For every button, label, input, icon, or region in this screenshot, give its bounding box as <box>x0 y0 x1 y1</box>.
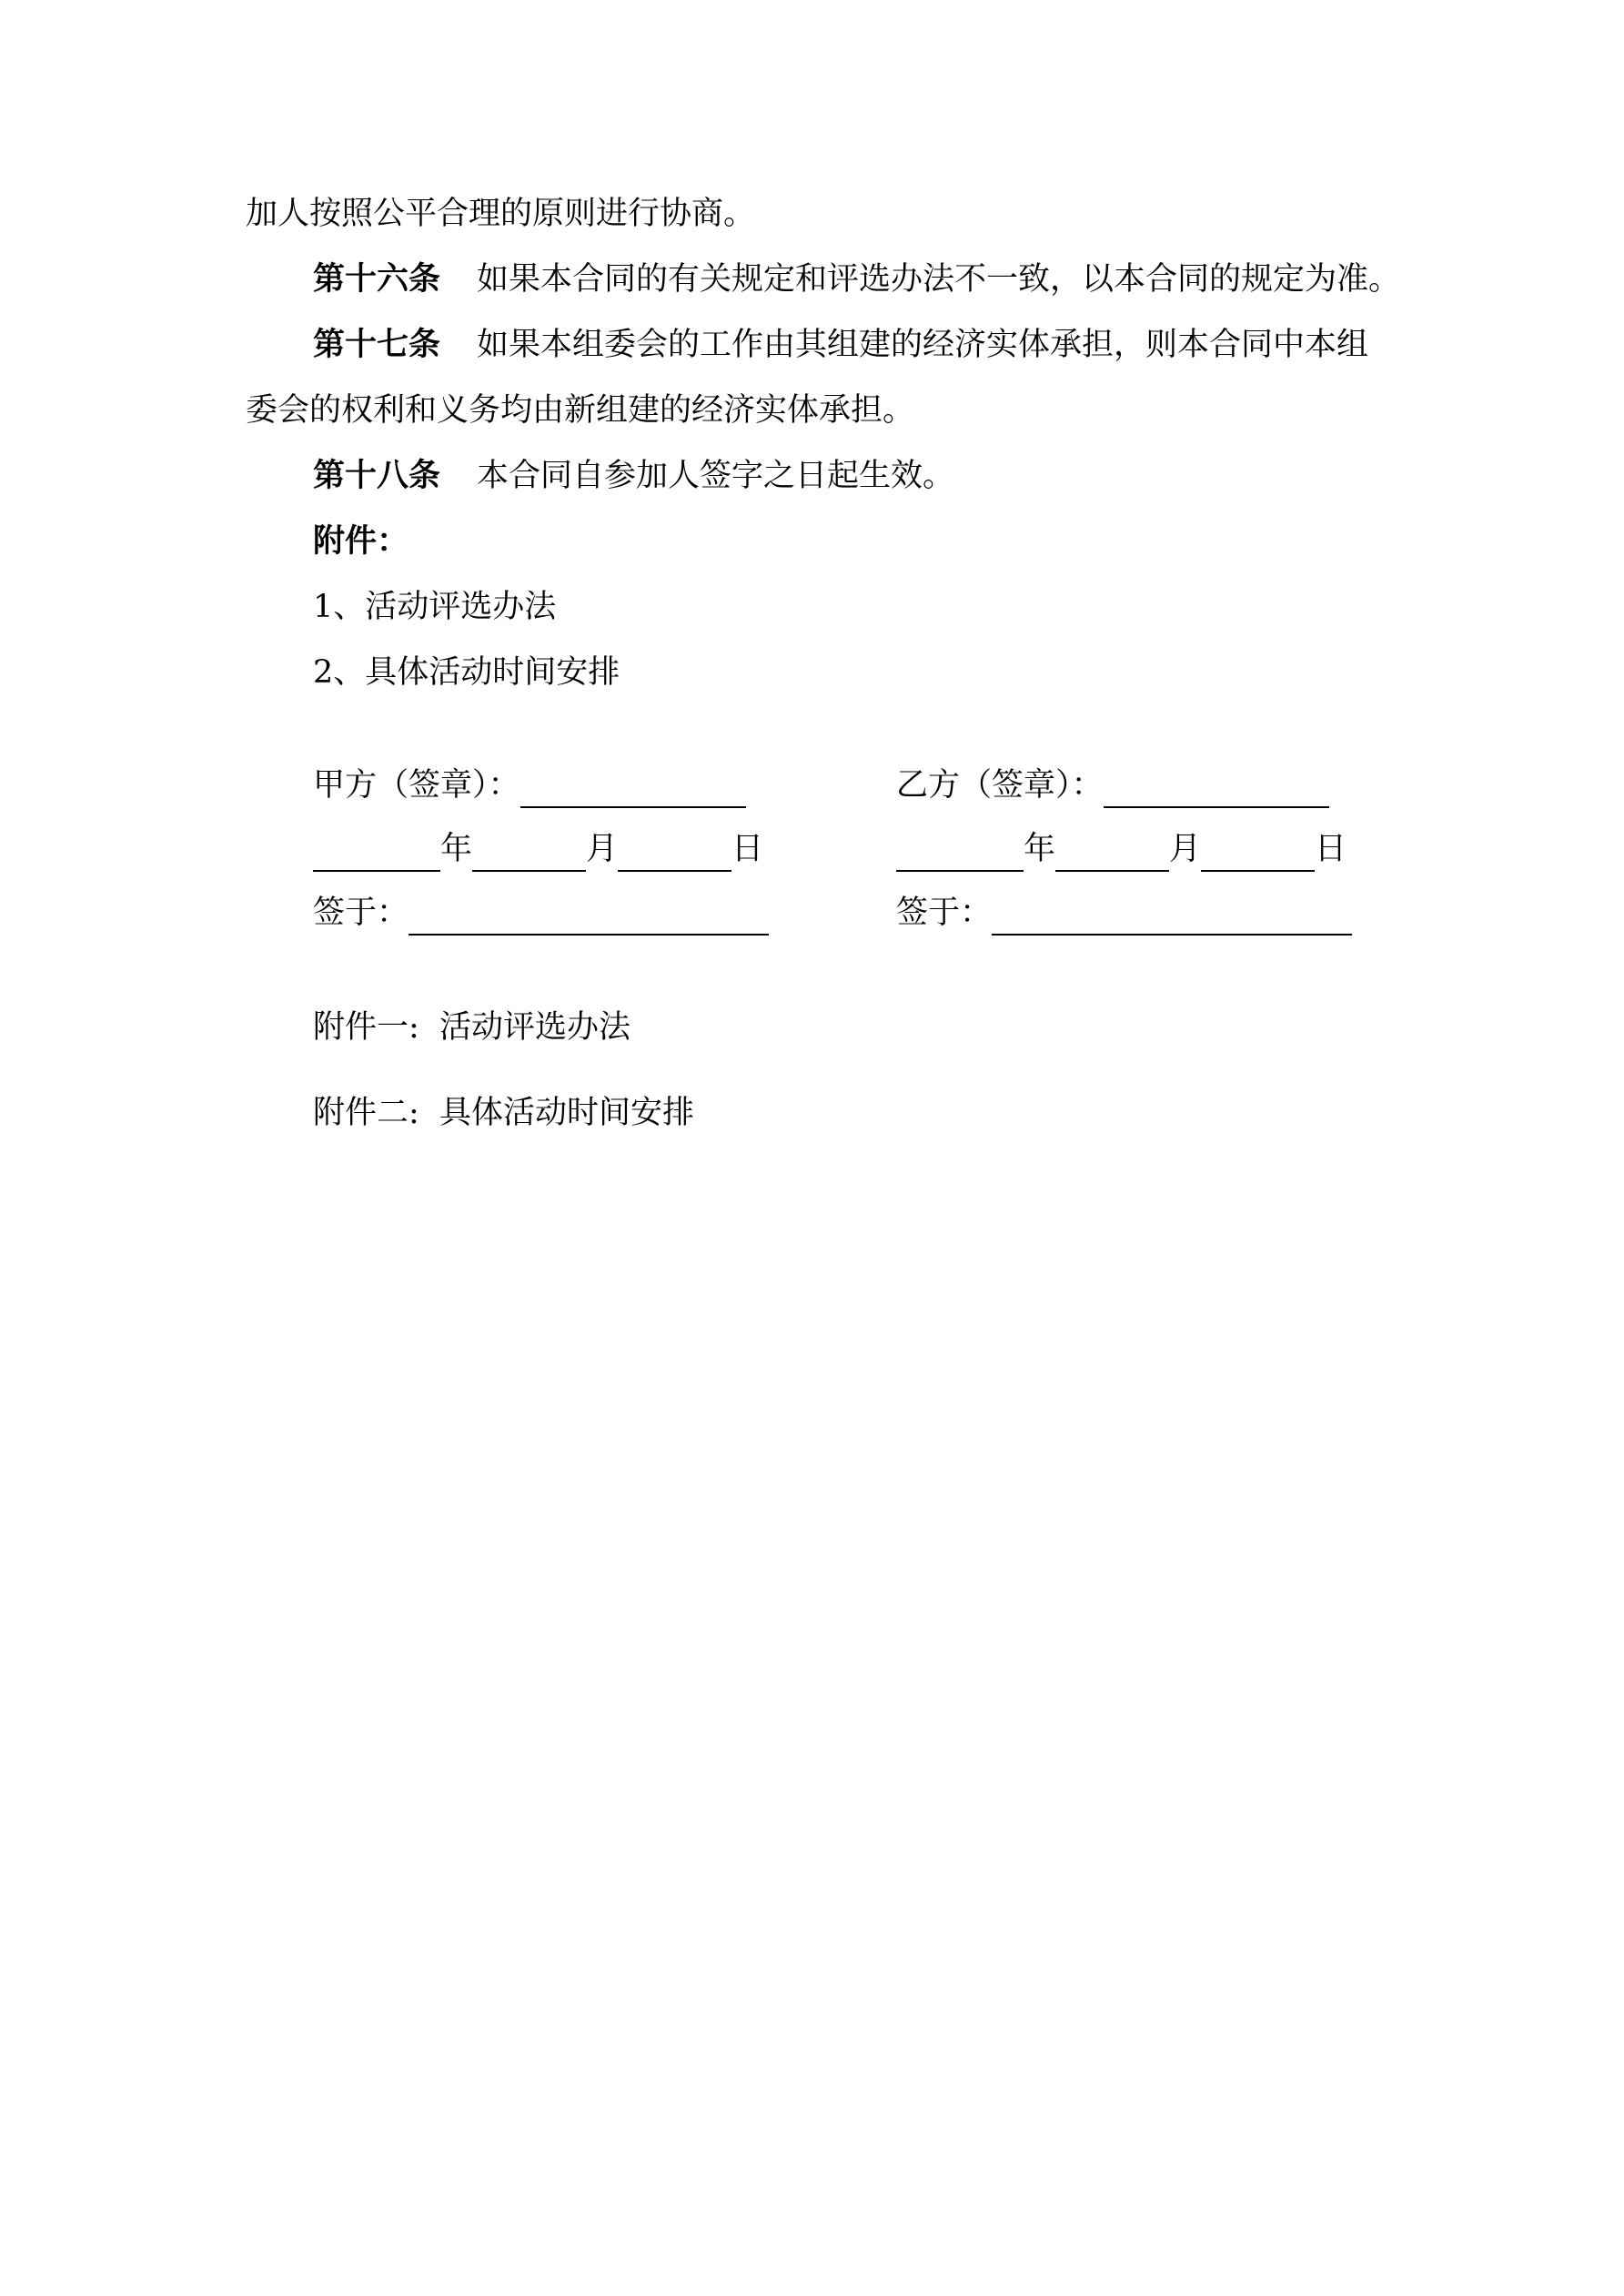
article-18-text: 本合同自参加人签字之日起生效。 <box>477 458 955 494</box>
party-a-month-field[interactable] <box>472 835 586 872</box>
party-b-location-field[interactable] <box>992 899 1352 936</box>
attachment-item-1: 1、活动评选办法 <box>313 589 557 625</box>
annex-2-title: 附件二: 具体活动时间安排 <box>313 1095 695 1131</box>
party-b-date-row <box>896 826 1347 872</box>
party-b-day-field[interactable] <box>1201 835 1315 872</box>
signed-at-label: 签于： <box>313 895 409 931</box>
annex-1-title: 附件一: 活动评选办法 <box>313 1009 631 1046</box>
party-a-signed-at-row <box>313 890 769 936</box>
party-b-signed-at-row <box>896 890 1352 936</box>
party-a-label: 甲方（签章）： <box>313 767 520 804</box>
article-17-text: 如果本组委会的工作由其组建的经济实体承担，则本合同中本组 <box>477 327 1369 363</box>
party-a-date-row <box>313 826 763 872</box>
article-17-continuation: 委会的权利和义务均由新组建的经济实体承担。 <box>246 392 915 429</box>
attachments-heading: 附件： <box>313 522 409 560</box>
article-16-label: 第十六条 <box>313 260 441 298</box>
attachment-item-2: 2、具体活动时间安排 <box>313 654 620 691</box>
year-label: 年 <box>440 831 473 867</box>
party-a-year-field[interactable] <box>313 835 440 872</box>
article-17-label: 第十七条 <box>313 326 441 363</box>
year-label: 年 <box>1024 831 1056 867</box>
party-b-month-field[interactable] <box>1055 835 1169 872</box>
paragraph-continuation: 加人按照公平合理的原则进行协商。 <box>246 196 756 232</box>
party-b-signature-field[interactable] <box>1104 772 1329 808</box>
article-18 <box>313 453 954 499</box>
month-label: 月 <box>586 831 619 867</box>
party-a-day-field[interactable] <box>618 835 731 872</box>
party-a-signature-row <box>313 763 746 808</box>
signed-at-label: 签于： <box>896 895 993 931</box>
party-a-signature-field[interactable] <box>520 772 746 808</box>
article-18-label: 第十八条 <box>313 457 441 494</box>
article-16 <box>313 257 1400 302</box>
article-17 <box>313 322 1368 368</box>
day-label: 日 <box>731 831 764 867</box>
month-label: 月 <box>1169 831 1202 867</box>
party-a-location-field[interactable] <box>409 899 769 936</box>
party-b-year-field[interactable] <box>896 835 1024 872</box>
article-16-text: 如果本合同的有关规定和评选办法不一致，以本合同的规定为准。 <box>477 261 1401 298</box>
party-b-label: 乙方（签章）： <box>896 767 1104 804</box>
day-label: 日 <box>1315 831 1347 867</box>
party-b-signature-row <box>896 763 1329 808</box>
